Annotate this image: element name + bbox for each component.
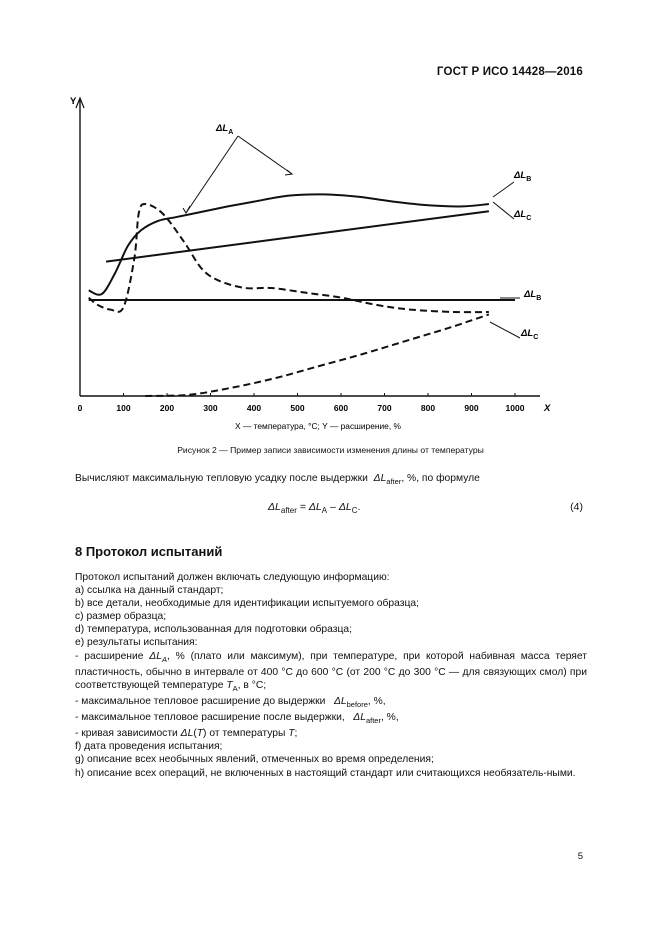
- list-item: - максимальное тепловое расширение до выдержки $\Delta L_{before}$, %,: [75, 695, 386, 709]
- x-tick-label: 1000: [505, 403, 525, 413]
- intro-paragraph: [75, 472, 480, 488]
- list-item: - кривая зависимости ΔL(T) от температуры T;: [75, 728, 298, 740]
- figure-caption: Рисунок 2 — Пример записи зависимости изменения длины от температуры: [177, 445, 484, 455]
- formula: $\Delta L_{after} = \Delta L_A - \Delta L_C$.: [268, 501, 361, 516]
- leader-line: [238, 136, 292, 174]
- curve-label: $\Delta L_B$: [524, 289, 542, 302]
- list-item: - максимальное тепловое расширение после выдержки, $\Delta L_{after}$, %,: [75, 712, 399, 726]
- x-tick-label: 800: [420, 403, 436, 413]
- list-item: b) все детали, необходимые для идентификации испытуемого образца;: [75, 598, 419, 610]
- list-item: f) дата проведения испытания;: [75, 741, 223, 753]
- x-tick-label: 600: [333, 403, 349, 413]
- curve-label: $\Delta L_A$: [216, 123, 234, 136]
- chart-series: [89, 194, 515, 396]
- section-title: 8 Протокол испытаний: [75, 544, 223, 559]
- intro-suffix: , %, по формуле: [401, 473, 480, 484]
- series-line: [89, 204, 489, 312]
- intro-symbol: ΔL: [373, 473, 387, 484]
- intro-prefix: Вычисляют максимальную тепловую усадку после выдержки: [75, 473, 368, 484]
- x-tick-label: 300: [203, 403, 218, 413]
- x-axis-label: X: [544, 403, 551, 414]
- x-tick-label: 400: [246, 403, 262, 413]
- expansion-chart: [0, 0, 661, 440]
- list-item: d) температура, использованная для подготовки образца;: [75, 624, 352, 636]
- leader-line: [493, 202, 514, 219]
- section-body: [75, 571, 587, 780]
- leader-line: [490, 322, 520, 338]
- x-tick-label: 0: [77, 403, 83, 413]
- list-item: - расширение $\Delta L_A$, % (плато или максимум), при температуре, при которой набивная масса теряет пластичность, обычно в интервале от 400 °С до 600 °С (от 200 °С до 300 °С — для связующих смол) при соответствующей температуре $T_A$, в °С;: [75, 650, 587, 693]
- series-line: [89, 194, 489, 294]
- curve-label: $\Delta L_C$: [514, 209, 532, 222]
- equation-number: (4): [570, 501, 583, 513]
- document-header: ГОСТ Р ИСО 14428—2016: [436, 66, 583, 78]
- chart-axes: [70, 96, 551, 414]
- curve-label: $\Delta L_B$: [514, 170, 532, 183]
- chart-annotations: [183, 123, 541, 341]
- x-tick-label: 100: [116, 403, 131, 413]
- leader-line: [186, 136, 238, 213]
- body-line: Протокол испытаний должен включать следующую информацию:: [75, 572, 390, 583]
- intro-symbol-sub: after: [386, 477, 402, 487]
- list-item: h) описание всех операций, не включенных в настоящий стандарт или считающихся необязатель-ными.: [75, 767, 576, 779]
- list-item: g) описание всех необычных явлений, отмеченных во время определения;: [75, 754, 434, 766]
- page-number: 5: [577, 851, 583, 862]
- y-axis-label: Y: [70, 96, 77, 107]
- x-tick-label: 900: [464, 403, 479, 413]
- axis-caption: X — температура, °С; Y — расширение, %: [235, 421, 401, 431]
- leader-line: [493, 182, 514, 197]
- list-item: a) ссылка на данный стандарт;: [75, 585, 224, 597]
- curve-label: $\Delta L_C$: [521, 328, 539, 341]
- x-tick-label: 700: [377, 403, 392, 413]
- x-tick-label: 200: [159, 403, 175, 413]
- arrowhead: [285, 170, 292, 175]
- series-line: [145, 314, 489, 396]
- list-item: c) размер образца;: [75, 611, 167, 623]
- x-tick-label: 500: [290, 403, 305, 413]
- list-item: e) результаты испытания:: [75, 637, 198, 649]
